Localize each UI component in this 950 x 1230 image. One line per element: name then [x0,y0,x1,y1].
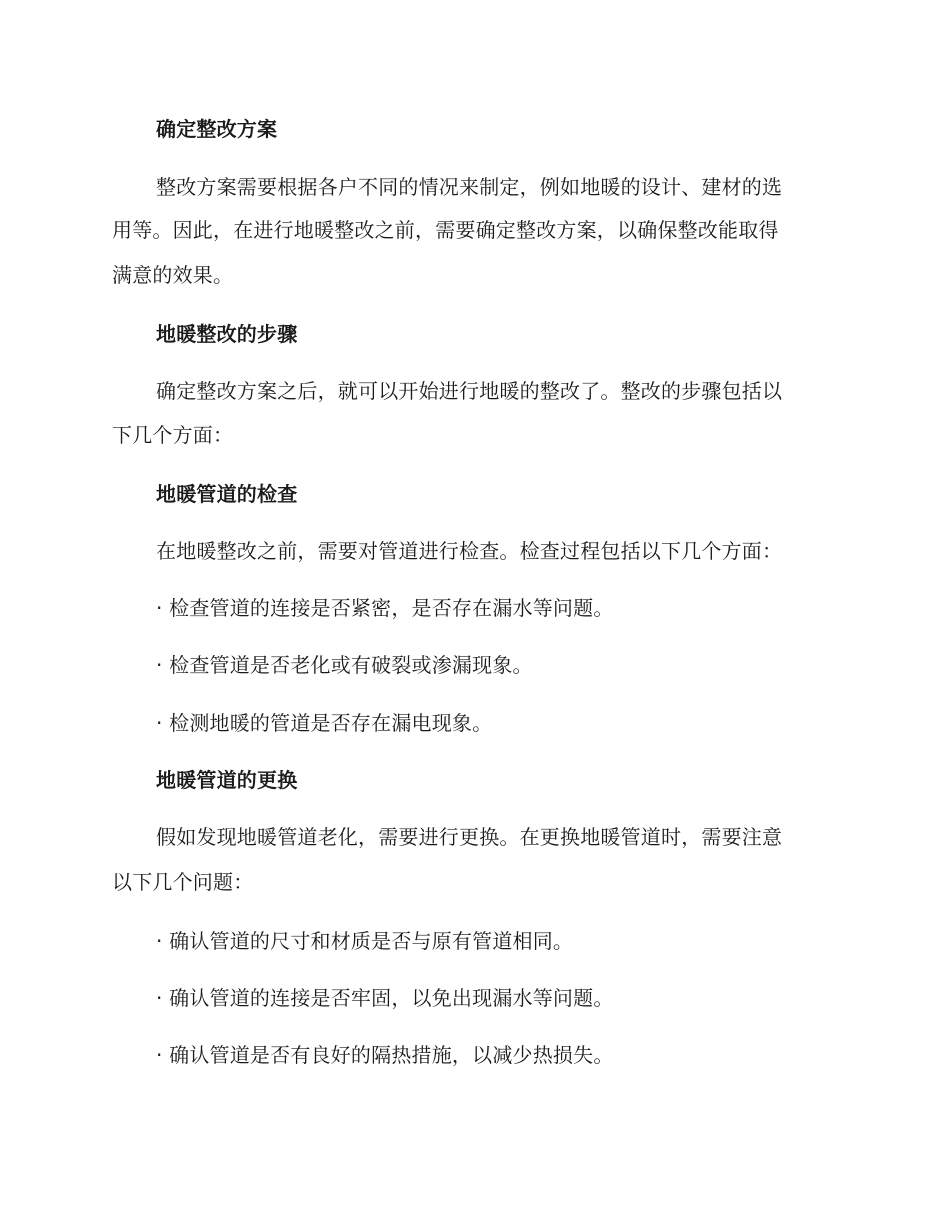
section-heading: 确定整改方案 [156,117,278,141]
section-heading: 地暖整改的步骤 [156,322,298,346]
paragraph-line: 满意的效果。 [112,263,234,287]
section-heading: 地暖管道的检查 [156,482,298,506]
bullet-item: · 检查管道的连接是否紧密，是否存在漏水等问题。 [156,596,614,620]
bullet-item: · 检测地暖的管道是否存在漏电现象。 [156,711,493,735]
bullet-item: · 确认管道的连接是否牢固，以免出现漏水等问题。 [156,986,614,1010]
paragraph-line: 用等。因此，在进行地暖整改之前，需要确定整改方案，以确保整改能取得 [112,218,779,242]
paragraph-line: 以下几个问题： [112,870,254,894]
paragraph-line: 在地暖整改之前，需要对管道进行检查。检查过程包括以下几个方面： [156,539,783,563]
paragraph-line: 确定整改方案之后，就可以开始进行地暖的整改了。整改的步骤包括以 [156,379,783,403]
bullet-item: · 检查管道是否老化或有破裂或渗漏现象。 [156,653,533,677]
paragraph-line: 整改方案需要根据各户不同的情况来制定，例如地暖的设计、建材的选 [156,175,783,199]
section-heading: 地暖管道的更换 [156,768,298,792]
paragraph-line: 假如发现地暖管道老化，需要进行更换。在更换地暖管道时，需要注意 [156,825,783,849]
bullet-item: · 确认管道是否有良好的隔热措施，以减少热损失。 [156,1043,614,1067]
bullet-item: · 确认管道的尺寸和材质是否与原有管道相同。 [156,929,574,953]
paragraph-line: 下几个方面： [112,423,234,447]
